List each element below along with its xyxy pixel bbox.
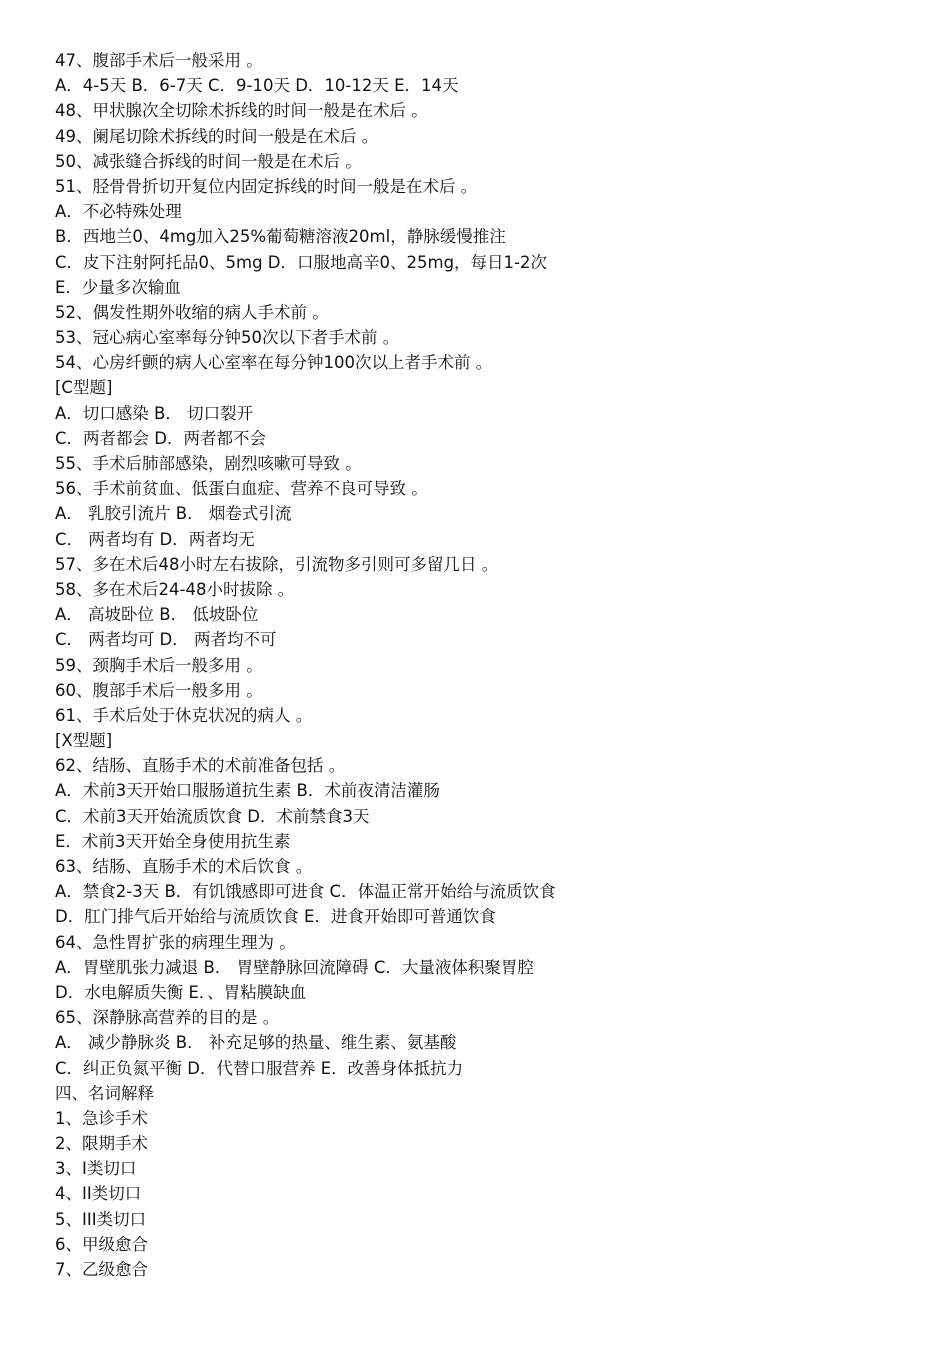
text-line: 61、手术后处于休克状况的病人 。 [55, 705, 313, 725]
text-line: D．肛门排气后开始给与流质饮食 E．进食开始即可普通饮食 [55, 907, 496, 927]
text-line: A．4-5天 B．6-7天 C．9-10天 D．10-12天 E．14天 [55, 76, 459, 96]
text-line: 62、结肠、直肠手术的术前准备包括 。 [55, 756, 346, 776]
text-line: A． 乳胶引流片 B． 烟卷式引流 [55, 504, 292, 524]
text-line: 1、急诊手术 [55, 1108, 148, 1128]
text-line: 53、冠心病心室率每分钟50次以下者手术前 。 [55, 328, 400, 348]
text-line: 52、偶发性期外收缩的病人手术前 。 [55, 302, 329, 322]
text-line: A．禁食2-3天 B．有饥饿感即可进食 C．体温正常开始给与流质饮食 [55, 882, 556, 902]
text-line: 65、深静脉高营养的目的是 。 [55, 1008, 280, 1028]
text-line: 51、胫骨骨折切开复位内固定拆线的时间一般是在术后 。 [55, 176, 478, 196]
text-line: A．不必特殊处理 [55, 202, 182, 222]
text-line: 47、腹部手术后一般采用 。 [55, 51, 263, 70]
text-line: 57、多在术后48小时左右拔除，引流物多引则可多留几日 。 [55, 554, 499, 574]
text-line: 56、手术前贫血、低蛋白血症、营养不良可导致 。 [55, 479, 428, 499]
text-line: D．水电解质失衡 E．、胃粘膜缺血 [55, 982, 307, 1002]
text-line: 49、阑尾切除术拆线的时间一般是在术后 。 [55, 126, 379, 146]
text-line: 54、心房纤颤的病人心室率在每分钟100次以上者手术前 。 [55, 353, 493, 373]
text-line: A． 高坡卧位 B． 低坡卧位 [55, 605, 259, 625]
text-line: 4、II类切口 [55, 1184, 142, 1204]
text-line: 55、手术后肺部感染，剧烈咳嗽可导致 。 [55, 454, 362, 473]
text-line: 3、I类切口 [55, 1159, 137, 1179]
section-heading: 四、名词解释 [55, 1083, 154, 1103]
text-line: C． 两者均有 D．两者均无 [55, 529, 255, 549]
section-heading: [X型题] [55, 731, 113, 751]
text-line: C．纠正负氮平衡 D．代替口服营养 E．改善身体抵抗力 [55, 1058, 464, 1078]
text-line: 2、限期手术 [55, 1134, 148, 1154]
text-line: 63、结肠、直肠手术的术后饮食 。 [55, 857, 313, 876]
text-line: 48、甲状腺次全切除术拆线的时间一般是在术后 。 [55, 101, 428, 121]
text-line: 59、颈胸手术后一般多用 。 [55, 655, 263, 675]
text-line: 58、多在术后24-48小时拔除 。 [55, 579, 295, 599]
document-body [55, 48, 915, 1282]
text-line: B．西地兰0、4mg加入25%葡萄糖溶液20ml，静脉缓慢推注 [55, 227, 506, 247]
text-line: C．术前3天开始流质饮食 D．术前禁食3天 [55, 806, 370, 826]
text-line: A．切口感染 B． 切口裂开 [55, 403, 254, 423]
text-line: 7、乙级愈合 [55, 1260, 148, 1279]
text-line: C．两者都会 D．两者都不会 [55, 428, 266, 448]
text-line: 5、III类切口 [55, 1209, 147, 1229]
text-line: C． 两者均可 D． 两者均不可 [55, 630, 277, 650]
text-line: A． 减少静脉炎 B． 补充足够的热量、维生素、氨基酸 [55, 1033, 457, 1053]
section-heading: [C型题] [55, 378, 113, 398]
text-line: E．少量多次输血 [55, 277, 181, 297]
text-line: 6、甲级愈合 [55, 1234, 148, 1254]
text-line: E．术前3天开始全身使用抗生素 [55, 831, 291, 851]
text-line: 50、减张缝合拆线的时间一般是在术后 。 [55, 151, 362, 171]
text-line: 60、腹部手术后一般多用 。 [55, 680, 263, 700]
text-line: C．皮下注射阿托品0、5mg D．口服地高辛0、25mg，每日1-2次 [55, 252, 548, 272]
text-line: 64、急性胃扩张的病理生理为 。 [55, 932, 296, 952]
text-line: A．胃壁肌张力减退 B． 胃壁静脉回流障碍 C．大量液体积聚胃腔 [55, 957, 534, 977]
text-line: A．术前3天开始口服肠道抗生素 B．术前夜清洁灌肠 [55, 781, 440, 801]
